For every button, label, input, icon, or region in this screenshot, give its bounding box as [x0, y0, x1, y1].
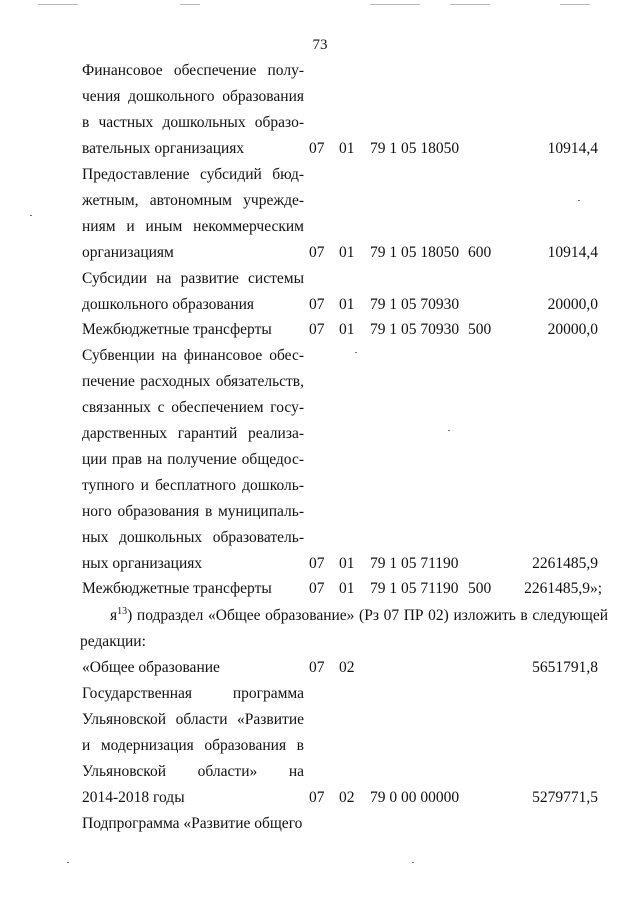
section-code: 07: [309, 580, 325, 597]
table-row-text-line: Ульяновской области» на: [82, 763, 304, 780]
table-row-text-line: Ульяновской области «Развитие: [82, 711, 304, 728]
table-row: ных организациях 07 01 79 1 05 71190 2261485,9: [0, 551, 640, 577]
expense-type-code: 600: [468, 244, 492, 261]
amount: 10914,4: [547, 140, 598, 157]
table-row-text-line: печение расходных обязательств,: [82, 373, 304, 390]
section-code: 07: [309, 321, 325, 338]
table-row-text-line: ных дошкольных образователь-: [82, 529, 304, 546]
subsection-code: 02: [339, 659, 355, 676]
amount: 10914,4: [547, 244, 598, 261]
amount: 20000,0: [547, 296, 598, 313]
expense-type-code: 500: [468, 321, 492, 338]
target-article-code: 79 1 05 70930: [370, 296, 460, 313]
section-code: 07: [309, 789, 325, 806]
amount: 5651791,8: [532, 659, 598, 676]
scan-speck: [578, 200, 580, 201]
target-article-code: 79 1 05 18050: [370, 140, 460, 157]
scan-speck: [355, 352, 357, 353]
section-code: 07: [309, 659, 325, 676]
expense-type-code: 500: [468, 580, 492, 597]
table-row-text-line: Государственная программа: [82, 685, 304, 702]
section-code: 07: [309, 296, 325, 313]
table-row-text-line: ции прав на получение общедос-: [82, 451, 304, 468]
subsection-code: 01: [339, 244, 355, 261]
table-row-text-line: жетным, автономным учрежде-: [82, 192, 304, 209]
subsection-code: 02: [339, 789, 355, 806]
subsection-code: 01: [339, 321, 355, 338]
table-row-text-line: и модернизация образования в: [82, 737, 304, 754]
table-row: «Общее образование 07 02 5651791,8: [0, 655, 640, 681]
section-code: 07: [309, 244, 325, 261]
scan-edge-mark: [180, 4, 200, 5]
table-row-text-line: Субсидии на развитие системы: [82, 270, 304, 287]
subsection-code: 01: [339, 140, 355, 157]
amount: 20000,0: [547, 321, 598, 338]
amendment-line-2: редакции:: [80, 633, 146, 650]
table-row: Межбюджетные трансферты 07 01 79 1 05 71190 500 2261485,9»;: [0, 576, 640, 602]
table-row-text-line: связанных с обеспечением госу-: [82, 399, 304, 416]
section-code: 07: [309, 555, 325, 572]
amendment-paragraph: [82, 603, 608, 655]
amendment-line-1: $я^{13}$) подраздел «Общее образование» (Рз 07 ПР 02) изложить в следующей: [110, 605, 608, 624]
table-row: организациям 07 01 79 1 05 18050 600 10914,4: [0, 240, 640, 266]
target-article-code: 79 1 05 71190: [370, 555, 459, 572]
table-row-text-line: ниям и иным некоммерческим: [82, 218, 304, 235]
table-row-text-line: в частных дошкольных образо-: [82, 114, 304, 131]
amount: 5279771,5: [532, 789, 598, 806]
scan-speck: [67, 862, 69, 863]
scan-speck: [412, 862, 414, 863]
scan-speck: [448, 430, 450, 431]
table-row: вательных организациях 07 01 79 1 05 18050 10914,4: [0, 136, 640, 162]
table-row-text-line: Предоставление субсидий бюд-: [82, 166, 304, 183]
section-code: 07: [309, 140, 325, 157]
scan-edge-mark: [38, 4, 78, 5]
table-row: 2014-2018 годы 07 02 79 0 00 00000 5279771,5: [0, 785, 640, 811]
subsection-code: 01: [339, 555, 355, 572]
subsection-code: 01: [339, 296, 355, 313]
table-row-text-line: ного образования в муниципаль-: [82, 503, 304, 520]
table-row: Подпрограмма «Развитие общего: [82, 815, 303, 832]
scan-edge-mark: [450, 4, 490, 5]
table-row: дошкольного образования 07 01 79 1 05 70930 20000,0: [0, 292, 640, 318]
page-number: 73: [312, 37, 328, 53]
subsection-code: 01: [339, 580, 355, 597]
table-row-text-line: Финансовое обеспечение полу-: [82, 62, 304, 79]
amount: 2261485,9»;: [524, 580, 602, 597]
table-row-text-line: чения дошкольного образования: [82, 88, 304, 105]
scan-speck: [30, 215, 32, 216]
target-article-code: 79 0 00 00000: [370, 789, 460, 806]
target-article-code: 79 1 05 18050: [370, 244, 460, 261]
table-row-text-line: Субвенции на финансовое обес-: [82, 347, 304, 364]
amount: 2261485,9: [532, 555, 598, 572]
table-row: Межбюджетные трансферты 07 01 79 1 05 70930 500 20000,0: [0, 317, 640, 343]
scan-edge-mark: [560, 4, 590, 5]
table-row-text-line: тупного и бесплатного дошколь-: [82, 477, 304, 494]
scan-edge-mark: [370, 4, 420, 5]
target-article-code: 79 1 05 70930: [370, 321, 460, 338]
target-article-code: 79 1 05 71190: [370, 580, 459, 597]
table-row-text-line: дарственных гарантий реализа-: [82, 425, 304, 442]
